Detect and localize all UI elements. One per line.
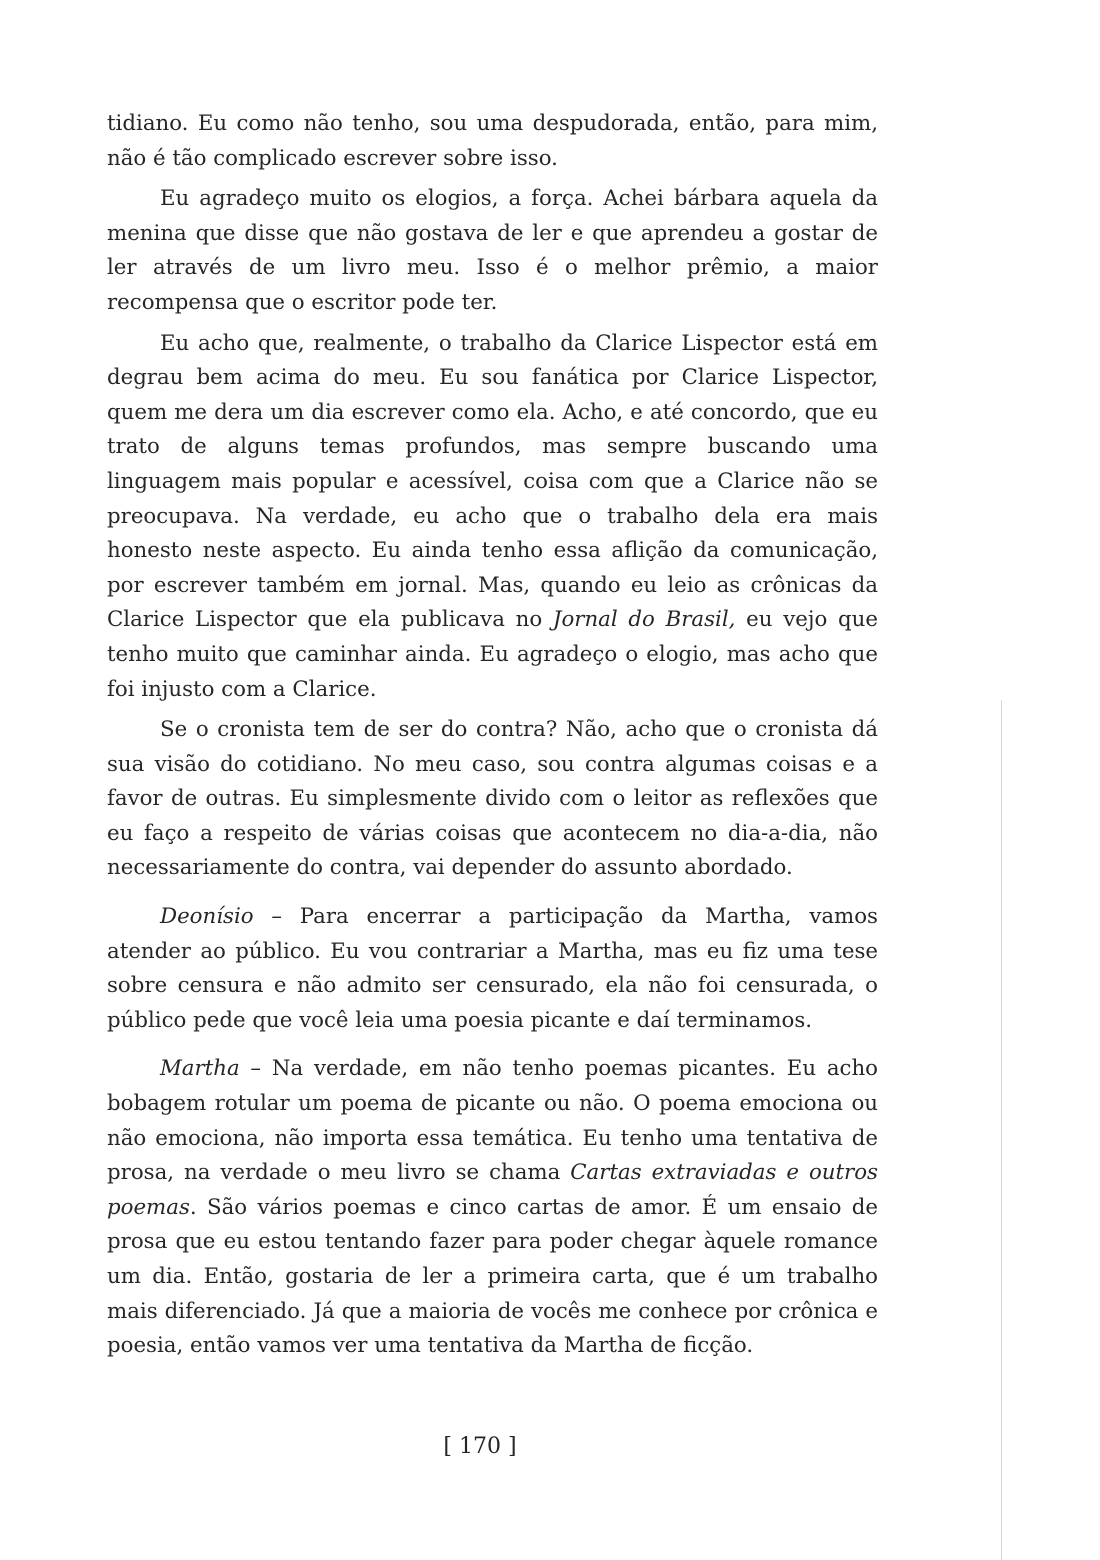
paragraph-cronista (107, 713, 878, 886)
paragraph-text: Se o cronista tem de ser do contra? Não, acho que o cronista dá sua visão do cotidiano. No meu caso, sou contra algumas coisas e a favor de outras. Eu simplesmente divido com o leitor as reflexões que eu faço a respeito de várias coisas que acontecem no dia-a-dia, não necessariamente do contra, vai depender do assunto abordado. (107, 717, 878, 881)
speaker-name: Martha (160, 1056, 240, 1082)
speaker-name: Deonísio (160, 904, 254, 930)
paragraph-continuation (107, 107, 878, 176)
paragraph-text: eu vejo que tenho muito que caminhar ainda. Eu agradeço o elogio, mas acho que foi injusto com a Clarice. (107, 607, 878, 702)
page-body (107, 107, 878, 1364)
paragraph-text: . São vários poemas e cinco cartas de amor. É um ensaio de prosa que eu estou tentando fazer para poder chegar àquele romance um dia. Então, gostaria de ler a primeira carta, que é um trabalho mais diferenciado. Já que a maioria de vocês me conhece por crônica e poesia, então vamos ver uma tentativa da Martha de ficção. (107, 1194, 878, 1359)
newspaper-title: Jornal do Brasil, (552, 607, 736, 633)
paragraph-text: – Na verdade, em não tenho poemas picantes. Eu acho bobagem rotular um poema de picante ou não. O poema emociona ou não emociona, não importa essa temática. Eu tenho uma tentativa de prosa, na verdade o meu livro se chama (107, 1056, 878, 1186)
paragraph-text: – Para encerrar a participação da Martha, vamos atender ao público. Eu vou contrariar a Martha, mas eu fiz uma tese sobre censura e não admito ser censurado, ela não foi censurada, o público pede que você leia uma poesia picante e daí terminamos. (107, 904, 878, 1033)
book-title: Cartas extraviadas e outros poemas (107, 1160, 878, 1220)
paragraph-praise (107, 182, 878, 320)
paragraph-text: tidiano. Eu como não tenho, sou uma despudorada, então, para mim, não é tão complicado escrever sobre isso. (107, 111, 878, 171)
paragraph-text: Eu acho que, realmente, o trabalho da Clarice Lispector está em degrau bem acima do meu. Eu sou fanática por Clarice Lispector, quem me dera um dia escrever como ela. Acho, e até concordo, que eu trato de alguns temas profundos, mas sempre buscando uma linguagem mais popular e acessível, coisa com que a Clarice não se preocupava. Na verdade, eu acho que o trabalho dela era mais honesto neste aspecto. Eu ainda tenho essa aflição da comunicação, por escrever também em jornal. Mas, quando eu leio as crônicas da Clarice Lispector que ela publicava no (107, 330, 878, 633)
page-number: [ 170 ] (443, 1434, 517, 1459)
scan-edge-line (1001, 700, 1002, 1560)
paragraph-martha (107, 1052, 878, 1363)
paragraph-text: Eu agradeço muito os elogios, a força. Achei bárbara aquela da menina que disse que não gostava de ler e que aprendeu a gostar de ler através de um livro meu. Isso é o melhor prêmio, a maior recompensa que o escritor pode ter. (107, 186, 878, 315)
paragraph-deonisio (107, 900, 878, 1038)
paragraph-clarice (107, 327, 878, 708)
